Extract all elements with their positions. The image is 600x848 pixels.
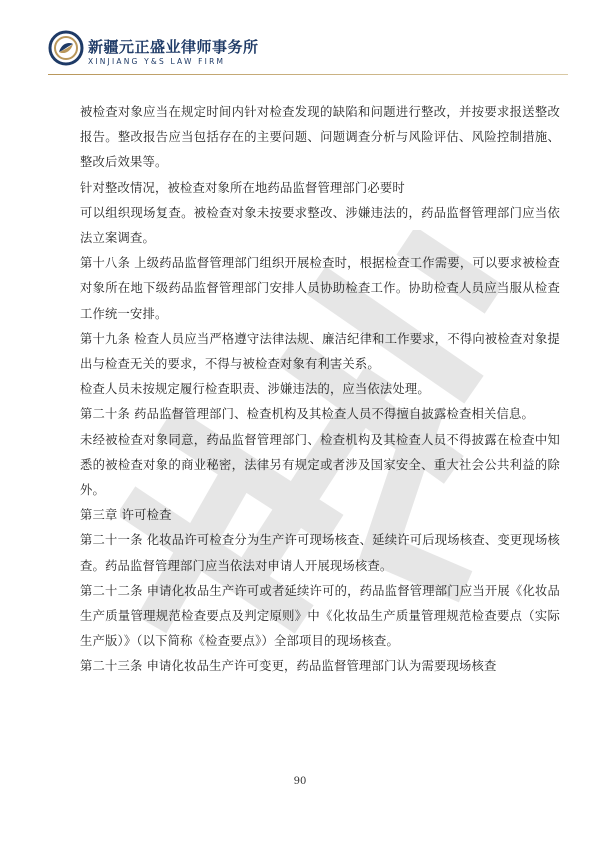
paragraph-inspector-violation: 检查人员未按规定履行检查职责、涉嫌违法的，应当依法处理。 [80, 382, 430, 397]
page-number: 90 [293, 776, 307, 787]
paragraph-trade-secret: 未经被检查对象同意，药品监督管理部门、检查机构及其检查人员不得披露在检查中知悉的被检查对象的商业秘密，法律另有规定或者涉及国家安全、重大社会公共利益的除外。 [80, 432, 560, 498]
firm-name-cn: 新疆元正盛业律师事务所 [88, 38, 259, 56]
paragraph-rectification-report: 被检查对象应当在规定时间内针对检查发现的缺陷和问题进行整改，并按要求报送整改报告。整改报告应当包括存在的主要问题、问题调查分析与风险评估、风险控制措施、整改后效果等。 [80, 105, 560, 170]
paragraph-article-22: 第二十二条 申请化妆品生产许可或者延续许可的，药品监督管理部门应当开展《化妆品生产质量管理规范检查要点及判定原则》中《化妆品生产质量管理规范检查要点（实际生产版）》（以下简称《检查要点》）全部项目的现场核查。 [80, 583, 560, 649]
paragraph-rectification-followup: 针对整改情况，被检查对象所在地药品监督管理部门必要时 [80, 180, 405, 195]
paragraph-article-19: 第十九条 检查人员应当严格遵守法律法规、廉洁纪律和工作要求，不得向被检查对象提出与检查无关的要求，不得与被检查对象有利害关系。 [80, 331, 560, 372]
page-header [48, 30, 568, 76]
document-body [80, 100, 560, 680]
chapter-heading: 第三章 许可检查 [80, 508, 172, 523]
paragraph-article-18: 第十八条 上级药品监督管理部门组织开展检查时，根据检查工作需要，可以要求被检查对象所在地下级药品监督管理部门安排人员协助检查工作。协助检查人员应当服从检查工作统一安排。 [80, 256, 560, 321]
law-firm-logo-icon [48, 30, 84, 66]
firm-name-en: XINJIANG Y&S LAW FIRM [88, 57, 226, 66]
paragraph-article-23: 第二十三条 申请化妆品生产许可变更，药品监督管理部门认为需要现场核查 [80, 659, 497, 674]
paragraph-onsite-recheck: 可以组织现场复查。被检查对象未按要求整改、涉嫌违法的，药品监督管理部门应当依法立案调查。 [80, 205, 560, 246]
paragraph-article-20: 第二十条 药品监督管理部门、检查机构及其检查人员不得擅自披露检查相关信息。 [80, 407, 534, 422]
paragraph-article-21: 第二十一条 化妆品许可检查分为生产许可现场核查、延续许可后现场核查、变更现场核查。药品监督管理部门应当依法对申请人开展现场核查。 [80, 533, 560, 573]
header-divider [48, 74, 568, 75]
